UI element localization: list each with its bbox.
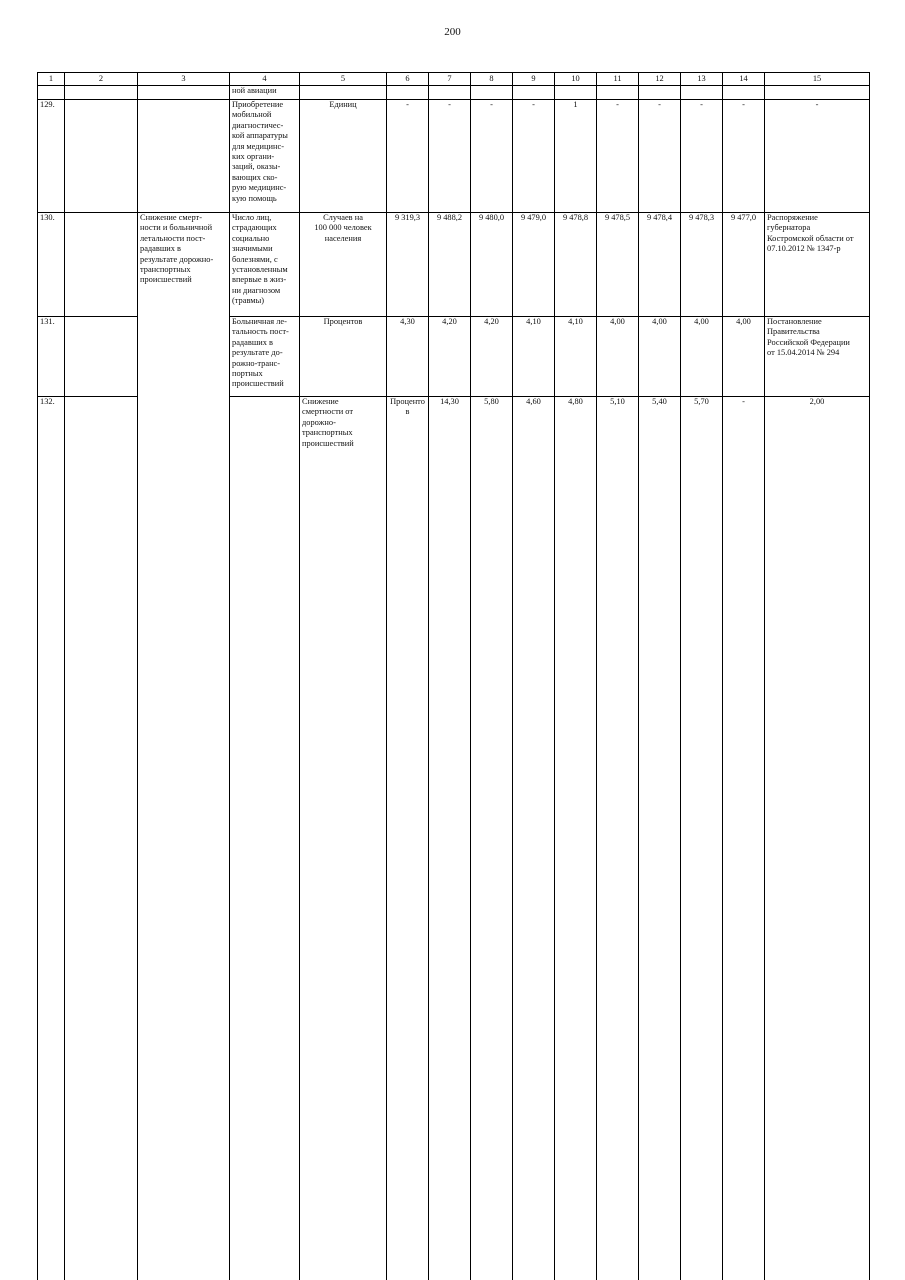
column-header: 12 <box>639 73 681 86</box>
column-header: 9 <box>513 73 555 86</box>
value: 4,10 <box>513 317 555 397</box>
cell <box>597 86 639 100</box>
value: 9 479,0 <box>513 213 555 317</box>
unit: Случаев на 100 000 человек населения <box>300 213 387 317</box>
cell <box>471 86 513 100</box>
row-number: 131. <box>38 317 65 397</box>
column-header: 5 <box>300 73 387 86</box>
value: 4,20 <box>429 317 471 397</box>
value: 9 477,0 <box>723 213 765 317</box>
unit: Процентов <box>300 317 387 397</box>
table-row <box>38 100 870 213</box>
value: 4,30 <box>387 317 429 397</box>
value: 4,00 <box>723 317 765 397</box>
cell <box>65 100 138 213</box>
value: 5,80 <box>471 397 513 1280</box>
value: - <box>723 100 765 213</box>
value: - <box>387 100 429 213</box>
column-header: 14 <box>723 73 765 86</box>
value: - <box>513 100 555 213</box>
cell <box>65 213 138 317</box>
column-header: 8 <box>471 73 513 86</box>
value: 9 478,8 <box>555 213 597 317</box>
continuation-row <box>38 86 870 100</box>
value: - <box>723 397 765 1280</box>
task-description: Снижение смерт- ности и больничной летальности пост- радавших в результате дорожно- транспортных происшествий <box>138 213 230 1280</box>
value: 5,40 <box>639 397 681 1280</box>
table-row <box>38 213 870 317</box>
basis-document: Распоряжение губернатора Костромской области от 07.10.2012 № 1347-р <box>765 213 870 317</box>
page-number: 200 <box>0 26 905 38</box>
cell <box>681 86 723 100</box>
cell <box>65 86 138 100</box>
value: 4,20 <box>471 317 513 397</box>
cell <box>65 397 138 1280</box>
row-number: 132. <box>38 397 65 1280</box>
value: 4,00 <box>597 317 639 397</box>
value: 9 480,0 <box>471 213 513 317</box>
column-number-row <box>38 73 870 86</box>
cell <box>138 100 230 213</box>
cell <box>429 86 471 100</box>
value: 4,10 <box>555 317 597 397</box>
cell <box>513 86 555 100</box>
value: - <box>639 100 681 213</box>
cell <box>639 86 681 100</box>
cell <box>765 86 870 100</box>
indicator-name: Число лиц, страдающих социально значимыми болезнями, с установленным впервые в жиз- ни диагнозом (травмы) <box>230 213 300 317</box>
value: - <box>471 100 513 213</box>
cell <box>387 86 429 100</box>
indicator-name: Приобретение мобильной диагностичес- кой аппаратуры для медицинс- ких органи- заций, оказы- вающих ско- рую медицинс- кую помощь <box>230 100 300 213</box>
column-header: 15 <box>765 73 870 86</box>
value: 14,30 <box>429 397 471 1280</box>
column-header: 10 <box>555 73 597 86</box>
cell <box>230 397 300 1280</box>
basis-document: Постановление Правительства Российской Федерации от 15.04.2014 № 294 <box>765 317 870 397</box>
value: 4,60 <box>513 397 555 1280</box>
value: 4,00 <box>639 317 681 397</box>
value: 5,10 <box>597 397 639 1280</box>
indicator-name: Снижение смертности от дорожно- транспортных происшествий <box>300 397 387 1280</box>
column-header: 7 <box>429 73 471 86</box>
indicators-table <box>37 72 870 1280</box>
column-header: 1 <box>38 73 65 86</box>
cell <box>65 317 138 397</box>
cell <box>555 86 597 100</box>
value: 9 478,5 <box>597 213 639 317</box>
continued-indicator-name: ной авиации <box>230 86 300 100</box>
value: - <box>681 100 723 213</box>
value: 9 319,3 <box>387 213 429 317</box>
value: 2,00 <box>765 397 870 1280</box>
cell <box>300 86 387 100</box>
column-header: 3 <box>138 73 230 86</box>
value: 1 <box>555 100 597 213</box>
value: 9 478,4 <box>639 213 681 317</box>
value: 5,70 <box>681 397 723 1280</box>
row-number: 129. <box>38 100 65 213</box>
cell <box>723 86 765 100</box>
value: - <box>597 100 639 213</box>
row-number: 130. <box>38 213 65 317</box>
value: 4,00 <box>681 317 723 397</box>
basis-document: - <box>765 100 870 213</box>
value: 4,80 <box>555 397 597 1280</box>
value: - <box>429 100 471 213</box>
unit: Единиц <box>300 100 387 213</box>
cell <box>38 86 65 100</box>
unit: Процентов <box>387 397 429 1280</box>
column-header: 4 <box>230 73 300 86</box>
cell <box>138 86 230 100</box>
column-header: 6 <box>387 73 429 86</box>
value: 9 488,2 <box>429 213 471 317</box>
value: 9 478,3 <box>681 213 723 317</box>
column-header: 11 <box>597 73 639 86</box>
column-header: 2 <box>65 73 138 86</box>
column-header: 13 <box>681 73 723 86</box>
indicator-name: Больничная ле- тальность пост- радавших в результате до- рожно-транс- портных происшествий <box>230 317 300 397</box>
